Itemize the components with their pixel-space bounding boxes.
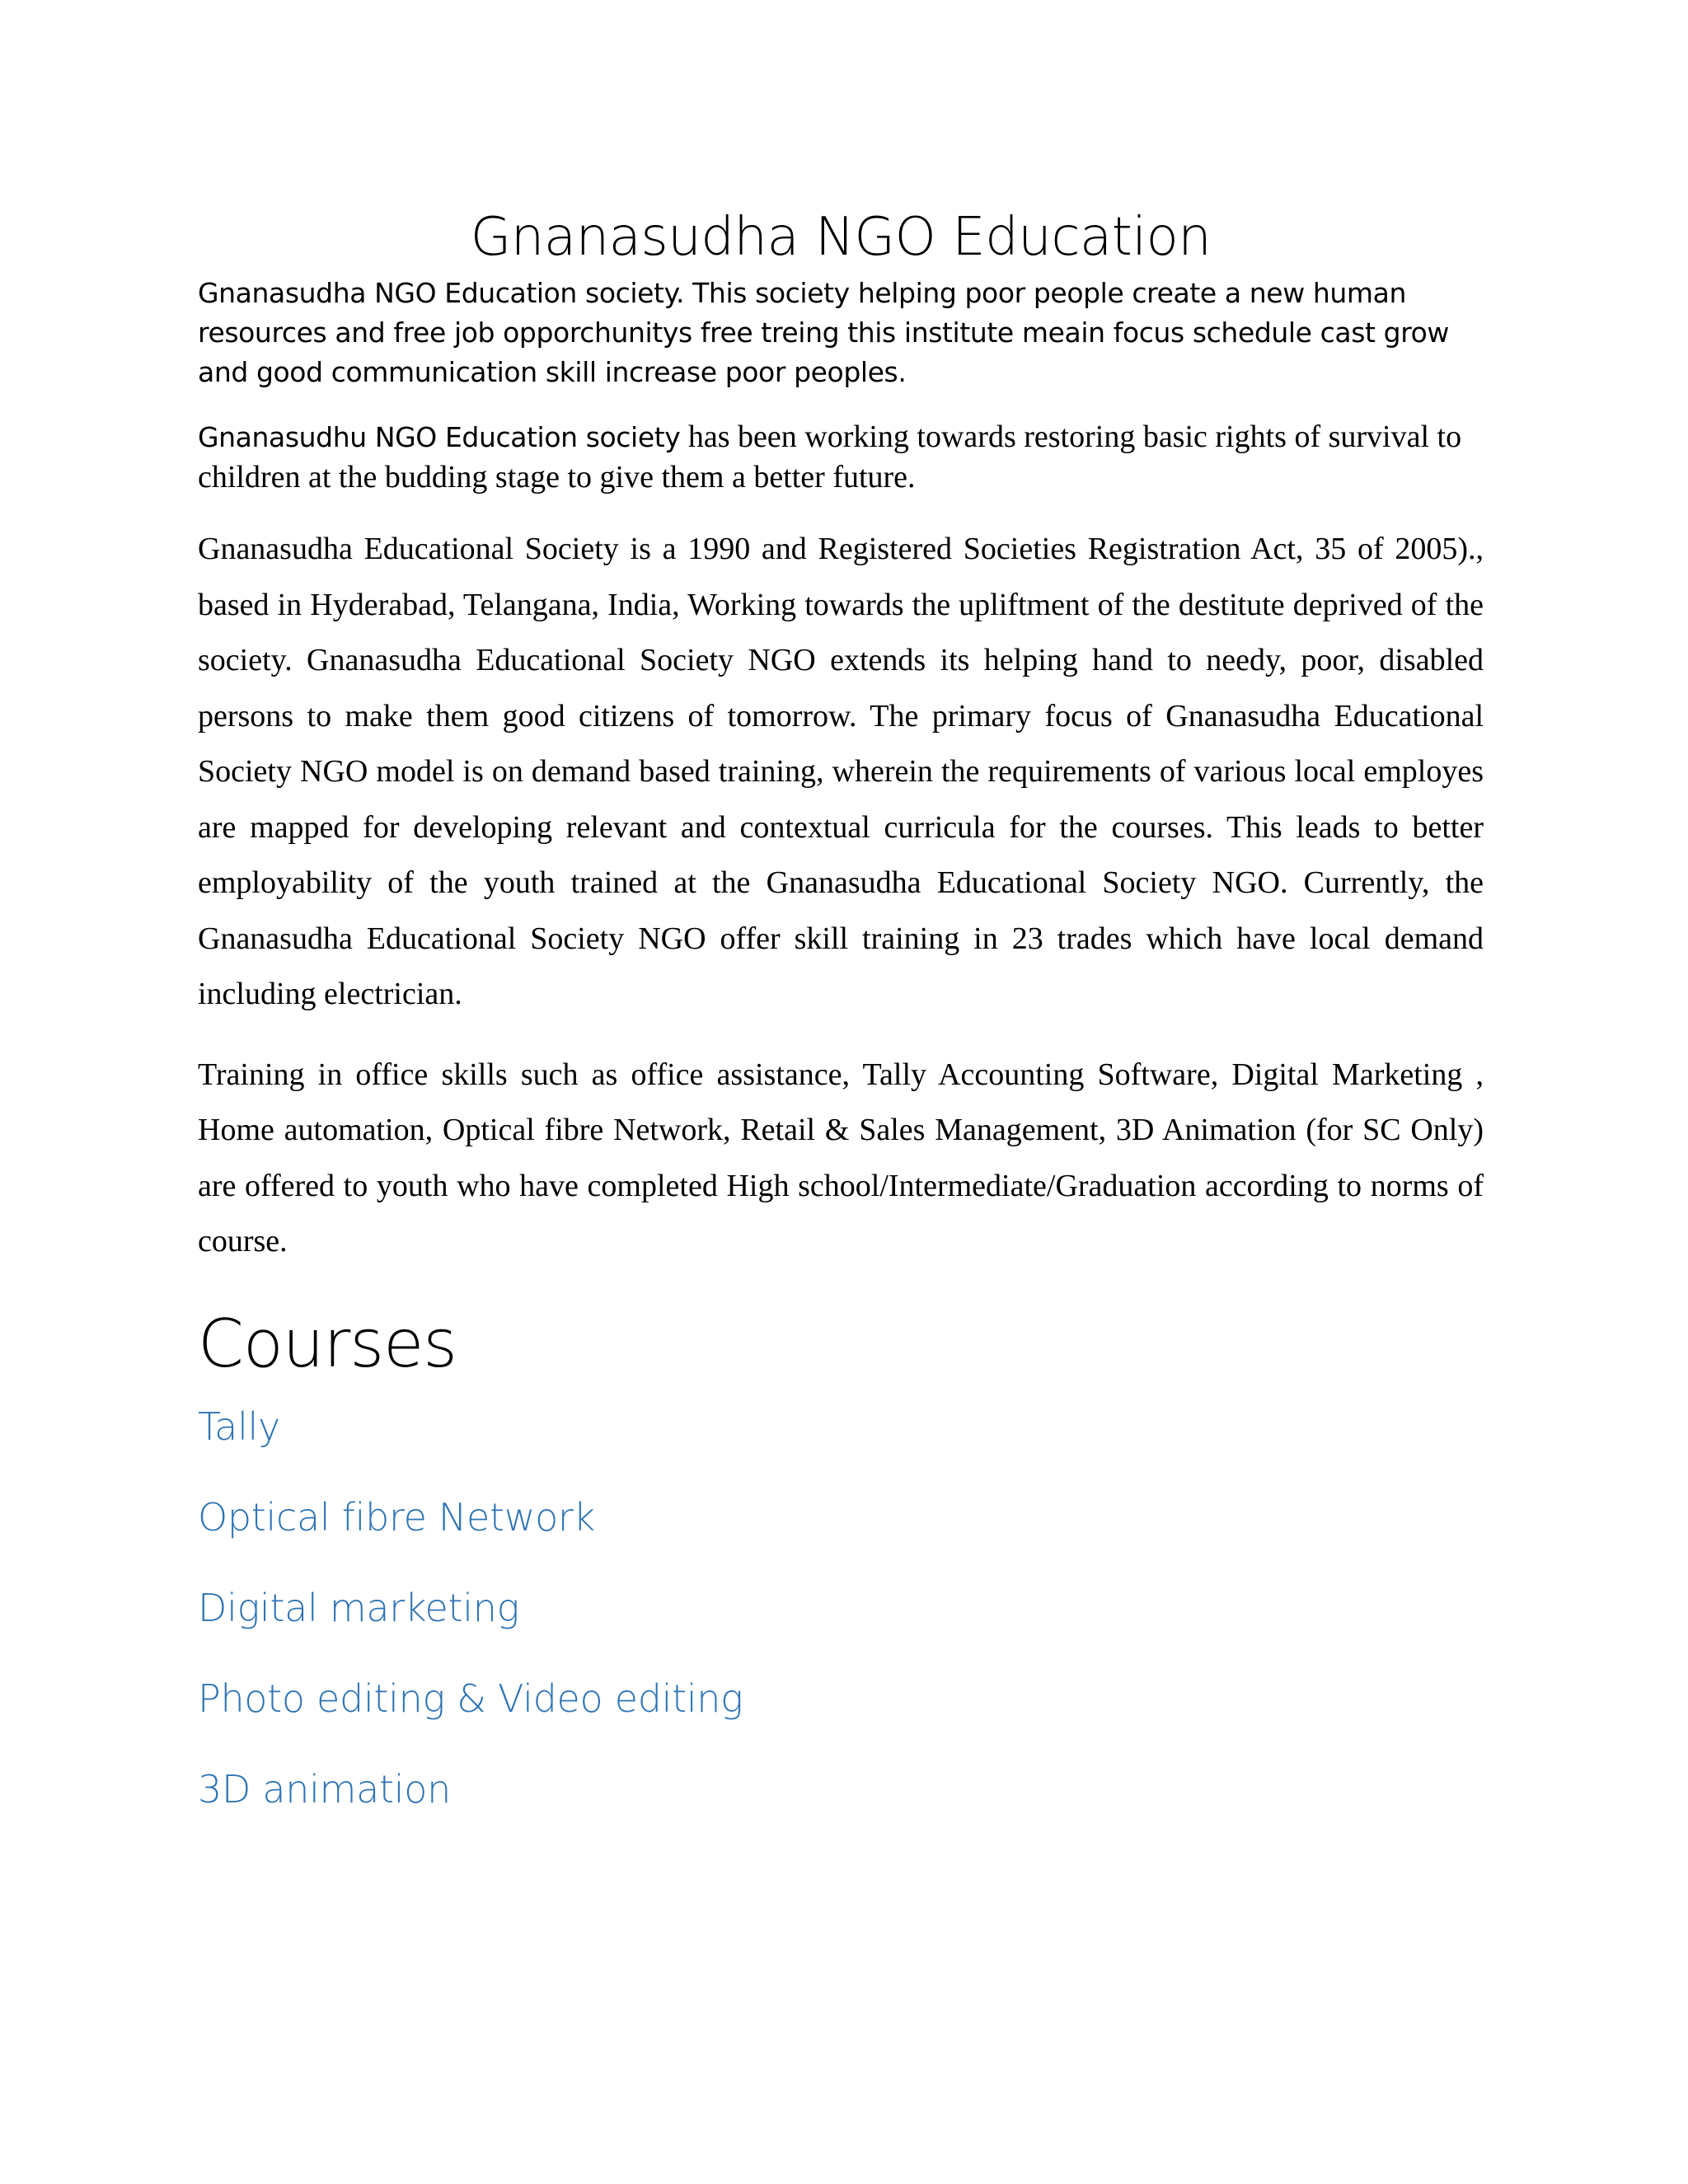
intro-paragraph: Gnanasudha NGO Education society. This society helping poor people create a new human resources and free job opporchunitys free treing this institute meain focus schedule cast grow and good communication skill increase poor peoples.: [198, 277, 1450, 388]
course-item-tally: Tally: [198, 1404, 280, 1449]
document-title: Gnanasudha NGO Education: [470, 207, 1212, 268]
training-paragraph: Training in office skills such as office assistance, Tally Accounting Software, Digital Marketing , Home automation, Optical fibre Network, Retail & Sales Management, 3D Animation (for SC Only) are offered to youth who have completed High school/Intermediate/Graduation according to norms of course.: [198, 1057, 1484, 1258]
courses-heading: Courses: [198, 1305, 457, 1382]
course-item-optical-fibre-network: Optical fibre Network: [198, 1494, 595, 1540]
course-item-photo-video-editing: Photo editing & Video editing: [198, 1675, 743, 1721]
mission-paragraph-rest: has been working towards restoring basic rights of survival to children at the budding stage to give them a better future.: [198, 419, 1462, 494]
course-list: [198, 1402, 1484, 1814]
document-body: [198, 206, 1484, 1855]
course-item-digital-marketing: Digital marketing: [198, 1585, 519, 1630]
mission-paragraph-lead: Gnanasudhu NGO Education society: [198, 421, 681, 453]
about-paragraph: Gnanasudha Educational Society is a 1990 and Registered Societies Registration Act, 35 of 2005)., based in Hyderabad, Telangana, India, Working towards the upliftment of the destitute deprived of the society. Gnanasudha Educational Society NGO extends its helping hand to needy, poor, disabled persons to make them good citizens of tomorrow. The primary focus of Gnanasudha Educational Society NGO model is on demand based training, wherein the requirements of various local employes are mapped for developing relevant and contextual curricula for the courses. This leads to better employability of the youth trained at the Gnanasudha Educational Society NGO. Currently, the Gnanasudha Educational Society NGO offer skill training in 23 trades which have local demand including electrician.: [198, 532, 1484, 1011]
mission-paragraph: [198, 417, 1484, 497]
course-item-3d-animation: 3D animation: [198, 1766, 451, 1811]
